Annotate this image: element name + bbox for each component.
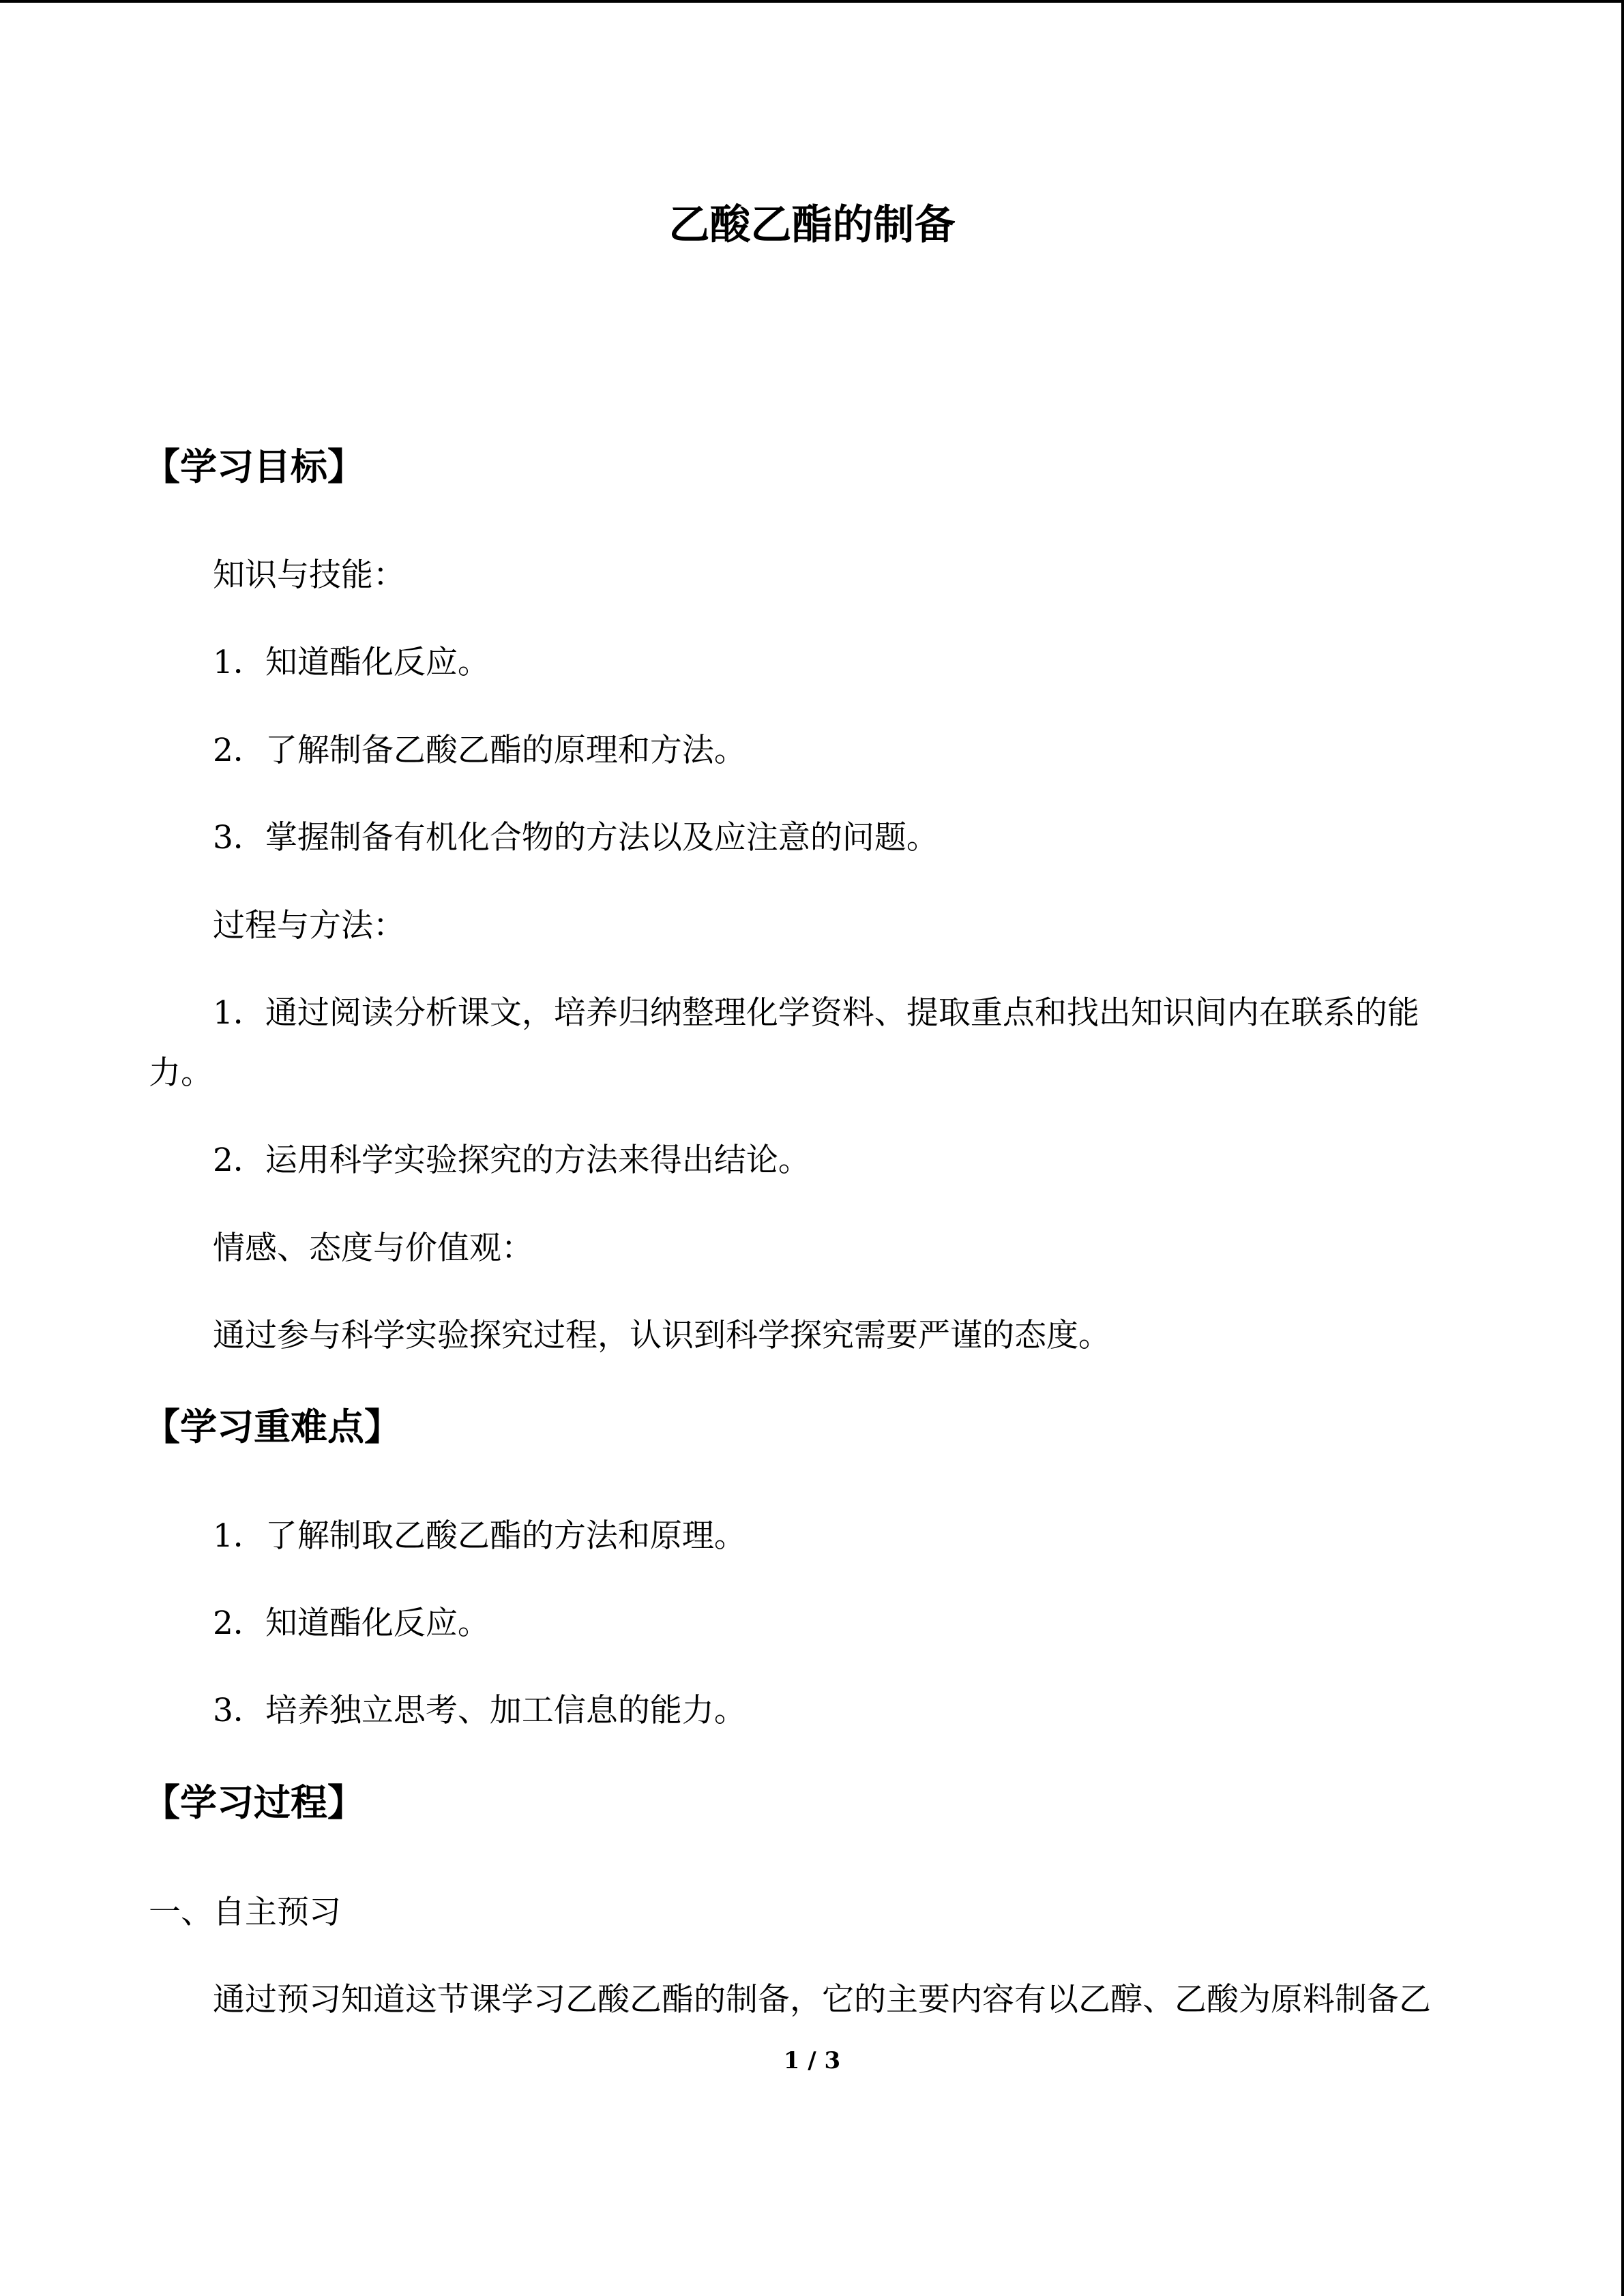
process-item-2: 2．运用科学实验探究的方法来得出结论。 (213, 1142, 810, 1179)
knowledge-item-2: 2．了解制备乙酸乙酯的原理和方法。 (213, 732, 746, 769)
emotion-label: 情感、态度与价值观： (213, 1229, 533, 1267)
key-point-item-1: 1．了解制取乙酸乙酯的方法和原理。 (213, 1517, 746, 1555)
knowledge-item-3: 3．掌握制备有机化合物的方法以及应注意的问题。 (213, 819, 939, 856)
knowledge-item-1: 1．知道酯化反应。 (213, 644, 490, 681)
section-heading-process: 【学习过程】 (143, 1780, 364, 1824)
process-text: 通过预习知道这节课学习乙酸乙酯的制备，它的主要内容有以乙醇、乙酸为原料制备乙 (213, 1981, 1431, 2018)
key-point-item-3: 3．培养独立思考、加工信息的能力。 (213, 1692, 746, 1729)
process-item-1: 1．通过阅读分析课文，培养归纳整理化学资料、提取重点和找出知识间内在联系的能 (213, 994, 1419, 1032)
key-point-item-2: 2．知道酯化反应。 (213, 1605, 490, 1642)
knowledge-label: 知识与技能： (213, 556, 405, 594)
emotion-text: 通过参与科学实验探究过程，认识到科学探究需要严谨的态度。 (213, 1317, 1110, 1354)
process-sub-heading: 一、自主预习 (149, 1894, 341, 1931)
process-item-1-continuation: 力。 (149, 1054, 213, 1092)
process-label: 过程与方法： (213, 907, 405, 944)
section-heading-objectives: 【学习目标】 (143, 445, 364, 488)
document-title: 乙酸乙酯的制备 (668, 201, 956, 249)
page-number: 1 / 3 (783, 2047, 841, 2074)
section-heading-key-points: 【学习重难点】 (143, 1405, 401, 1448)
